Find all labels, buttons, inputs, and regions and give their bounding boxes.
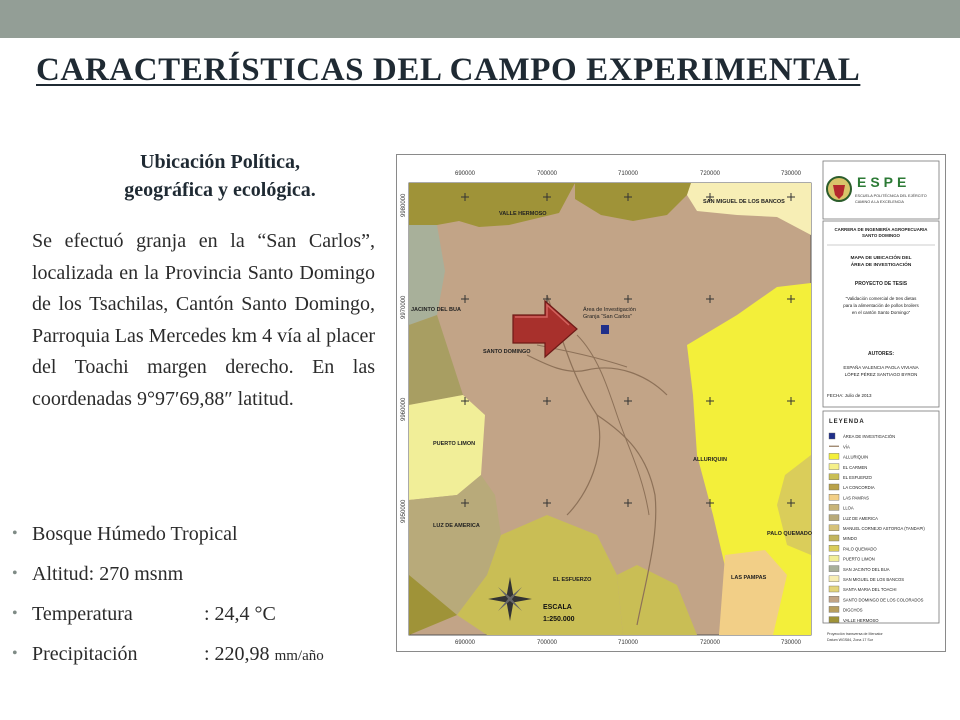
legend-item [829,525,925,531]
project-line: “Validación comercial de tres dietas [845,296,917,301]
bullet-label: Altitud: 270 msnm [32,563,184,585]
legend-item [829,453,868,459]
logo-subtitle-1: ESCUELA POLITÉCNICA DEL EJÉRCITO [855,194,927,198]
legend-label: VALLE HERMOSO [843,617,879,623]
area-label-line-2: Granja “San Carlos” [583,314,632,320]
legend-label: MANUEL CORNEJO ASTORGA (TANDAPI) [843,526,925,531]
legend-title: LEYENDA [829,419,865,425]
legend-label: SANTO DOMINGO DE LOS COLORADOS [843,597,924,603]
legend-item [829,464,867,470]
legend-item [829,586,897,592]
subtitle-line-1: Ubicación Política, [140,151,300,173]
author-name: LÓPEZ PÉREZ SANTIAGO BYRON [844,372,918,377]
legend-label: PALO QUEMADO [843,546,877,552]
info-line: CARRERA DE INGENIERÍA AGROPECUARIA [834,227,928,232]
x-tick: 700000 [537,640,558,646]
map-date: FECHA: Julio de 2013 [827,393,872,398]
legend-label: VÍA [843,444,850,450]
legend-label: MINDO [843,536,857,542]
place-label-las-pampas: LAS PAMPAS [731,575,767,581]
x-tick: 730000 [781,640,802,646]
place-label-el-esfuerzo: EL ESFUERZO [553,577,592,583]
legend-label: LLOA [843,505,854,511]
place-label-jacinto: JACINTO DEL BUA [411,307,461,313]
legend-swatch [829,596,839,602]
y-tick: 9970000 [401,295,407,319]
map-title-line: ÁREA DE INVESTIGACIÓN [850,263,912,268]
top-bar [0,0,960,38]
legend-item [829,545,877,551]
authors-label: AUTORES: [867,351,895,357]
legend-label: LAS PAMPAS [843,495,869,501]
list-item [12,554,324,594]
logo-text: ESPE [857,174,911,190]
legend-swatch [829,606,839,612]
map-sidebar [823,161,939,642]
x-tick: 700000 [537,171,558,177]
map-title-line: MAPA DE UBICACIÓN DEL [850,256,912,261]
location-map [396,154,946,652]
x-tick: 730000 [781,171,802,177]
legend-swatch [829,484,839,490]
y-tick: 9960000 [401,397,407,421]
study-area-marker [601,325,609,334]
area-label-line-1: Área de Investigación [583,307,636,313]
legend-label: ÁREA DE INVESTIGACIÓN [843,434,896,440]
slide-title: CARACTERÍSTICAS DEL CAMPO EXPERIMENTAL [36,52,861,88]
legend-swatch [829,525,839,531]
legend-swatch [829,555,839,561]
place-label-puerto-limon: PUERTO LIMON [433,441,476,447]
project-line: en el cantón Santo Domingo” [851,310,911,315]
x-tick: 720000 [700,171,721,177]
x-tick: 690000 [455,640,476,646]
legend-swatch [829,494,839,500]
legend-swatch [829,566,839,572]
place-label-luz-america: LUZ DE AMERICA [433,523,480,529]
characteristics-list [12,514,324,674]
subtitle-line-2: geográfica y ecológica. [124,179,316,201]
place-label-palo-quemado: PALO QUEMADO [767,531,813,537]
project-label: PROYECTO DE TESIS [854,281,908,287]
legend-swatch [829,545,839,551]
x-tick: 720000 [700,640,721,646]
legend-item [829,535,858,541]
y-tick-labels [401,193,407,523]
logo-subtitle-2: CAMINO A LA EXCELENCIA [855,200,904,204]
project-line: para la alimentación de pollos broilers [843,303,919,308]
section-subtitle [40,148,400,204]
place-label-san-miguel: SAN MIGUEL DE LOS BANCOS [703,199,785,205]
bullet-label: Bosque Húmedo Tropical [32,523,238,545]
legend-swatch [829,586,839,592]
scale-value: 1:250.000 [543,616,575,623]
legend-swatch [829,433,835,439]
legend-label: DIGCHOS [843,607,863,613]
x-tick: 690000 [455,171,476,177]
legend-item [829,566,890,572]
legend-label: EL ESFUERZO [843,475,872,480]
legend-swatch [829,453,839,459]
place-label-santo-domingo: SANTO DOMINGO [483,349,531,355]
legend-label: PUERTO LIMON [843,556,875,562]
list-item [12,634,324,674]
bullet-icon: • [12,645,18,662]
legend-item [829,474,873,480]
list-item [12,594,324,634]
legend-label: ALLURIQUIN [843,454,869,460]
legend-label: SAN JACINTO DEL BUA [843,566,890,572]
scale-label: ESCALA [543,604,572,611]
x-tick: 710000 [618,640,639,646]
legend-item [829,494,869,500]
legend-item [829,484,875,490]
y-tick: 9980000 [401,193,407,217]
legend-item [829,515,878,521]
legend-label: SAN MIGUEL DE LOS BANCOS [843,577,905,582]
bullet-value: : 24,4 °C [204,603,276,625]
x-tick: 710000 [618,171,639,177]
list-item [12,514,324,554]
legend-swatch [829,535,839,541]
legend-item [829,617,879,623]
place-label-valle-hermoso: VALLE HERMOSO [499,211,547,217]
legend-swatch [829,464,839,470]
legend-label: EL CARMEN [843,464,868,470]
info-line: SANTO DOMINGO [862,233,900,238]
legend-item [829,555,875,561]
map-footer-line: Datum WGS84, Zona 17 Sur [827,638,873,642]
bullet-unit: mm/año [274,648,324,664]
bullet-icon: • [12,605,18,622]
legend-item [829,606,863,612]
legend-swatch [829,617,839,623]
bullet-label: Precipitación [32,643,138,665]
legend-swatch [829,474,839,480]
legend-label: LUZ DE AMERICA [843,515,878,521]
legend-swatch [829,504,839,510]
bullet-value: : 220,98 [204,643,275,665]
bullet-icon: • [12,565,18,582]
legend-label: SANTA MARIA DEL TOACHI [843,587,897,593]
legend-item [829,596,924,602]
author-name: ESPAÑA VALENCIA PAOLA VIVIANA [843,365,919,370]
place-label-alluriquin: ALLURIQUIN [693,457,727,463]
legend-swatch [829,576,839,582]
bullet-icon: • [12,525,18,542]
y-tick: 9950000 [401,499,407,523]
map-footer-line: Proyección transversa de Mercator [827,632,883,636]
bullet-label: Temperatura [32,603,133,625]
legend-swatch [829,515,839,521]
legend-label: LA CONCORDIA [843,485,875,491]
description-paragraph: Se efectuó granja en la “San Carlos”, localizada en la Provincia Santo Domingo de los Tsachilas, Cantón Santo Domingo, Parroquia Las Mercedes km 4 vía al placer del Toachi margen derecho. En las coordenadas 9°97′69,88″ latitud. [32,230,375,410]
